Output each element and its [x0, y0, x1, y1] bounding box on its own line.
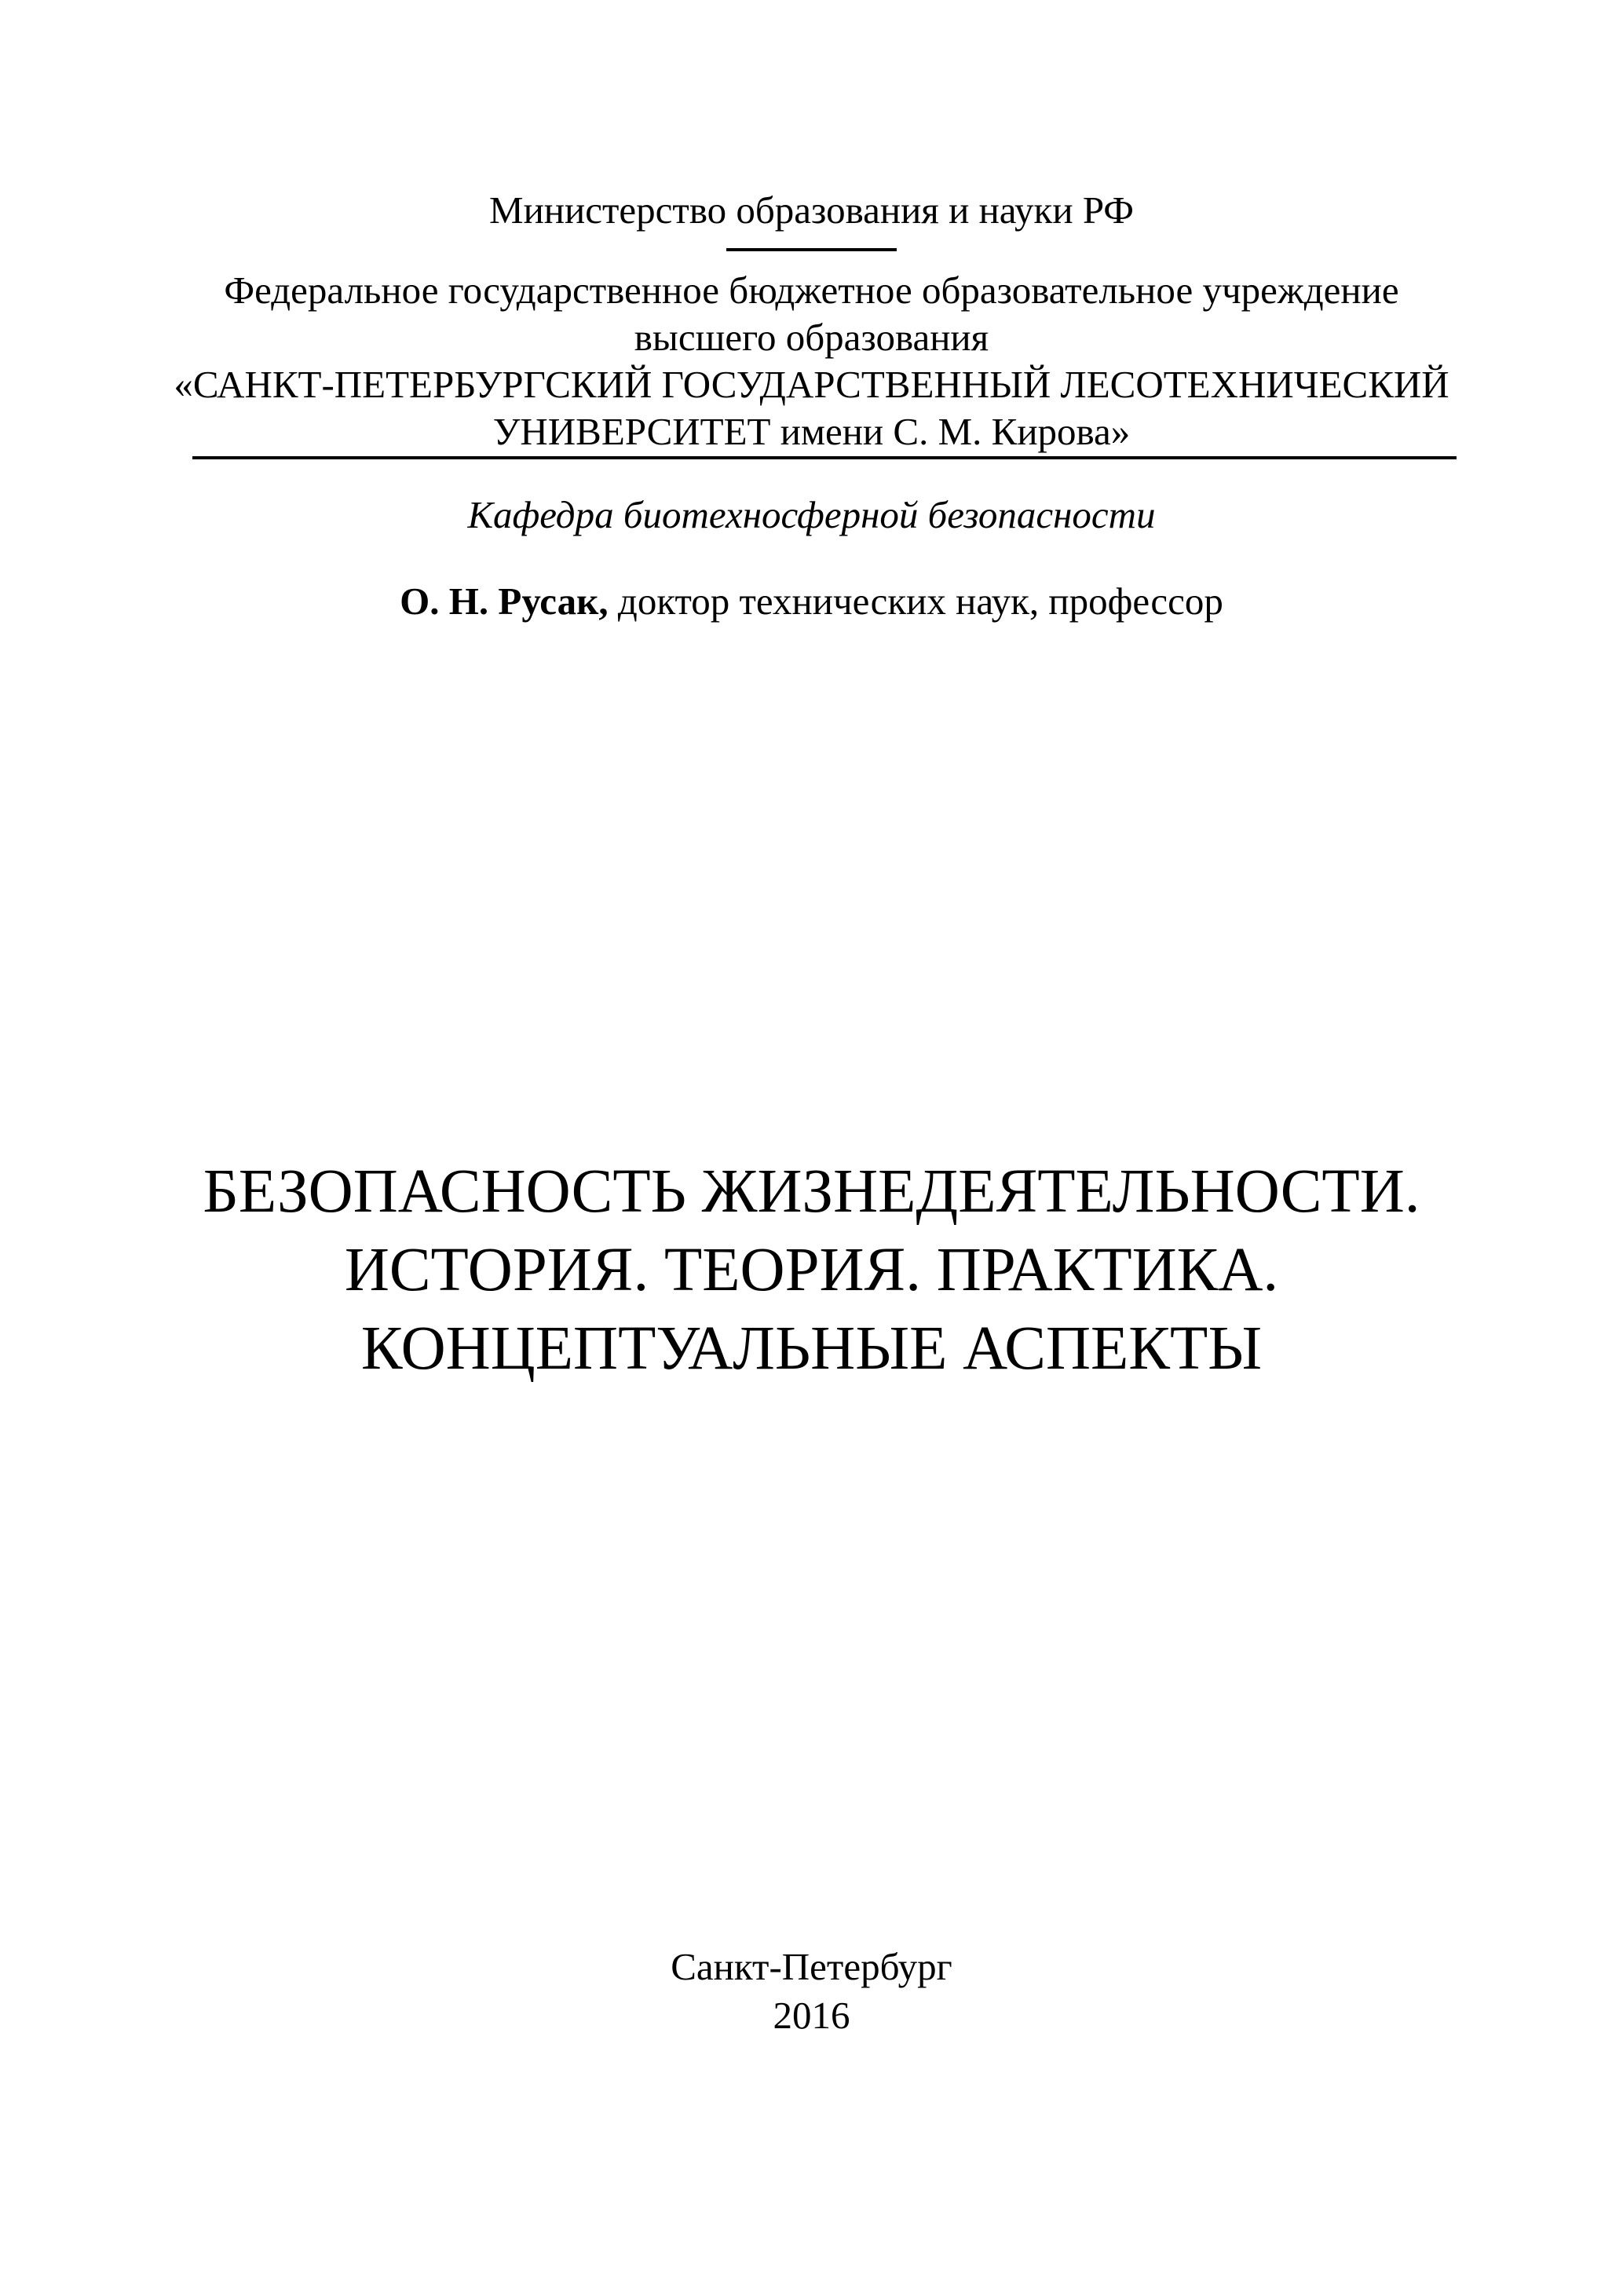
institution-line: Федеральное государственное бюджетное образовательное учреждение — [224, 269, 1399, 312]
title-line: ИСТОРИЯ. ТЕОРИЯ. ПРАКТИКА. — [344, 1236, 1279, 1304]
department-name: Кафедра биотехносферной безопасности — [467, 493, 1156, 536]
institution-line: высшего образования — [634, 316, 989, 359]
author-credentials: доктор технических наук, профессор — [608, 579, 1223, 623]
author-line — [0, 578, 1623, 625]
imprint — [0, 1943, 1623, 2040]
long-divider — [192, 456, 1457, 459]
title-line: БЕЗОПАСНОСТЬ ЖИЗНЕДЕЯТЕЛЬНОСТИ. — [203, 1157, 1420, 1226]
title-line: КОНЦЕПТУАЛЬНЫЕ АСПЕКТЫ — [360, 1314, 1263, 1383]
short-divider — [726, 248, 897, 251]
publication-year: 2016 — [773, 1994, 850, 2037]
institution-line: «САНКТ-ПЕТЕРБУРГСКИЙ ГОСУДАРСТВЕННЫЙ ЛЕСОТЕХНИЧЕСКИЙ — [174, 363, 1449, 406]
author-name: О. Н. Русак, — [400, 579, 609, 623]
book-title — [0, 1153, 1623, 1388]
institution-line: УНИВЕРСИТЕТ имени С. М. Кирова» — [492, 410, 1131, 453]
publication-city: Санкт-Петербург — [671, 1945, 952, 1988]
ministry-name: Министерство образования и науки РФ — [489, 188, 1134, 232]
institution-block — [0, 267, 1623, 455]
